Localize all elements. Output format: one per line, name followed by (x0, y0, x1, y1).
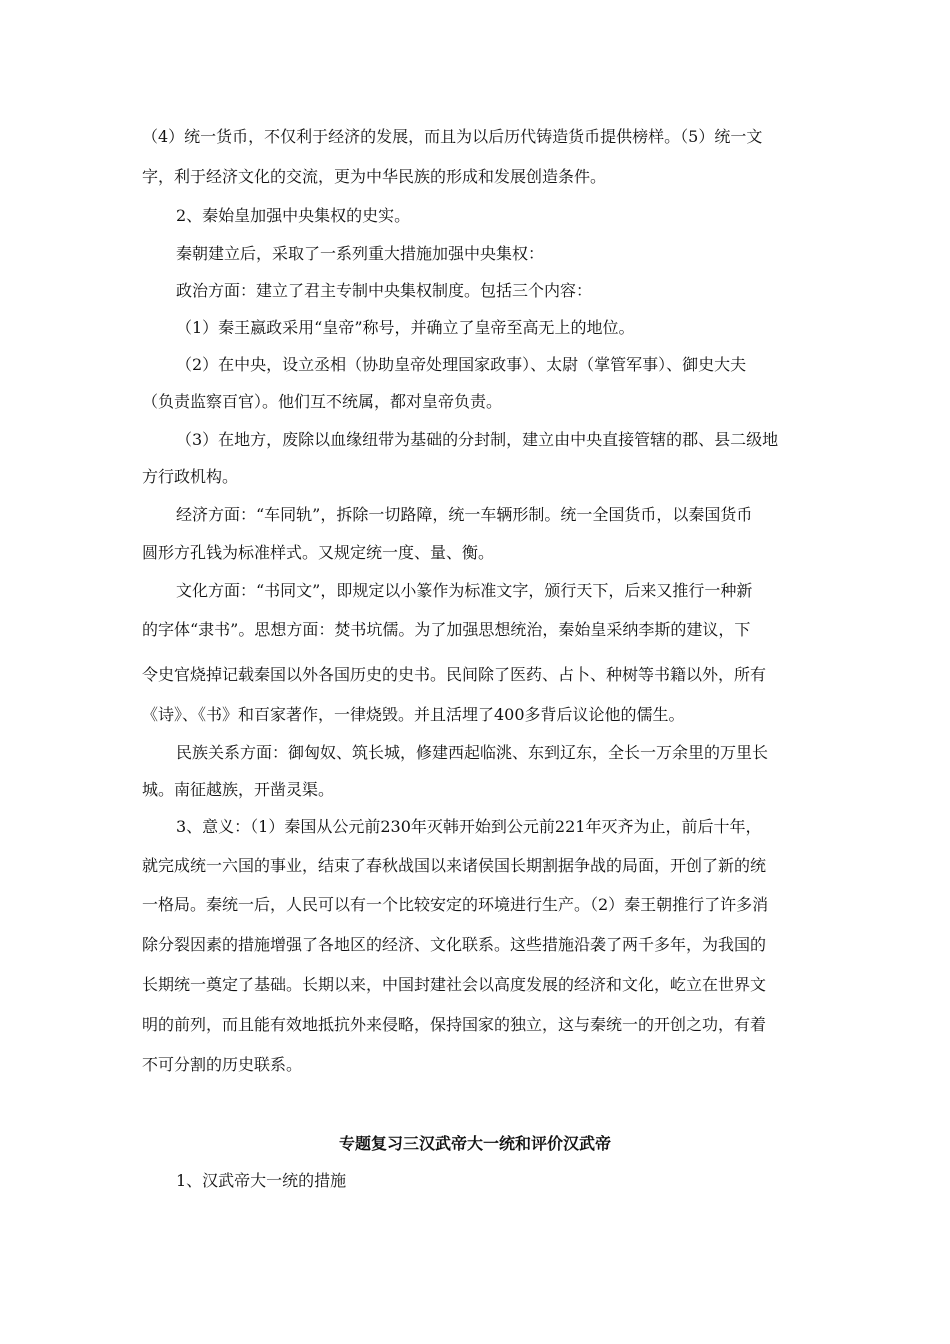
text-line: （负责监察百官）。他们互不统属，都对皇帝负责。 (142, 392, 503, 411)
topic-heading: 专题复习三汉武帝大一统和评价汉武帝 (338, 1134, 611, 1153)
text-line: 政治方面：建立了君主专制中央集权制度。包括三个内容： (176, 281, 593, 300)
text-line: （3）在地方，废除以血缘纽带为基础的分封制，建立由中央直接管辖的郡、县二级地 (176, 430, 779, 449)
text-line: 长期统一奠定了基础。长期以来，中国封建社会以高度发展的经济和文化，屹立在世界文 (142, 975, 767, 994)
section-title: 2、秦始皇加强中央集权的史实。 (176, 206, 411, 225)
text-line: 不可分割的历史联系。 (142, 1055, 303, 1074)
text-line: 《诗》、《书》和百家著作，一律烧毁。并且活埋了400多背后议论他的儒生。 (142, 705, 685, 724)
section-title: 1、汉武帝大一统的措施 (176, 1171, 347, 1190)
section-title: 3、意义：（1）秦国从公元前230年灭韩开始到公元前221年灭齐为止，前后十年， (176, 817, 762, 836)
text-line: 民族关系方面：御匈奴、筑长城，修建西起临洮、东到辽东，全长一万余里的万里长 (176, 743, 769, 762)
text-line: 城。南征越族，开凿灵渠。 (142, 780, 335, 799)
text-line: （4）统一货币，不仅利于经济的发展，而且为以后历代铸造货币提供榜样。（5）统一文 (142, 127, 763, 146)
text-line: 方行政机构。 (142, 467, 239, 486)
text-line: 圆形方孔钱为标准样式。又规定统一度、量、衡。 (142, 543, 495, 562)
text-line: （1）秦王嬴政采用“皇帝”称号，并确立了皇帝至高无上的地位。 (176, 318, 635, 337)
text-line: 经济方面：“车同轨”，拆除一切路障，统一车辆形制。统一全国货币，以秦国货币 (176, 505, 753, 524)
text-line: 就完成统一六国的事业，结束了春秋战国以来诸侯国长期割据争战的局面，开创了新的统 (142, 856, 767, 875)
text-line: 的字体“隶书”。思想方面：焚书坑儒。为了加强思想统治，秦始皇采纳李斯的建议，下 (142, 620, 751, 639)
text-line: （2）在中央，设立丞相（协助皇帝处理国家政事）、太尉（掌管军事）、御史大夫 (176, 355, 747, 374)
text-line: 令史官烧掉记载秦国以外各国历史的史书。民间除了医药、占卜、种树等书籍以外，所有 (142, 665, 767, 684)
text-line: 明的前列，而且能有效地抵抗外来侵略，保持国家的独立，这与秦统一的开创之功，有着 (142, 1015, 767, 1034)
text-line: 字，利于经济文化的交流，更为中华民族的形成和发展创造条件。 (142, 167, 607, 186)
text-line: 一格局。秦统一后，人民可以有一个比较安定的环境进行生产。（2）秦王朝推行了许多消 (142, 895, 769, 914)
text-line: 文化方面：“书同文”，即规定以小篆作为标准文字，颁行天下，后来又推行一种新 (176, 581, 753, 600)
text-line: 除分裂因素的措施增强了各地区的经济、文化联系。这些措施沿袭了两千多年，为我国的 (142, 935, 767, 954)
text-line: 秦朝建立后，采取了一系列重大措施加强中央集权： (176, 244, 545, 263)
